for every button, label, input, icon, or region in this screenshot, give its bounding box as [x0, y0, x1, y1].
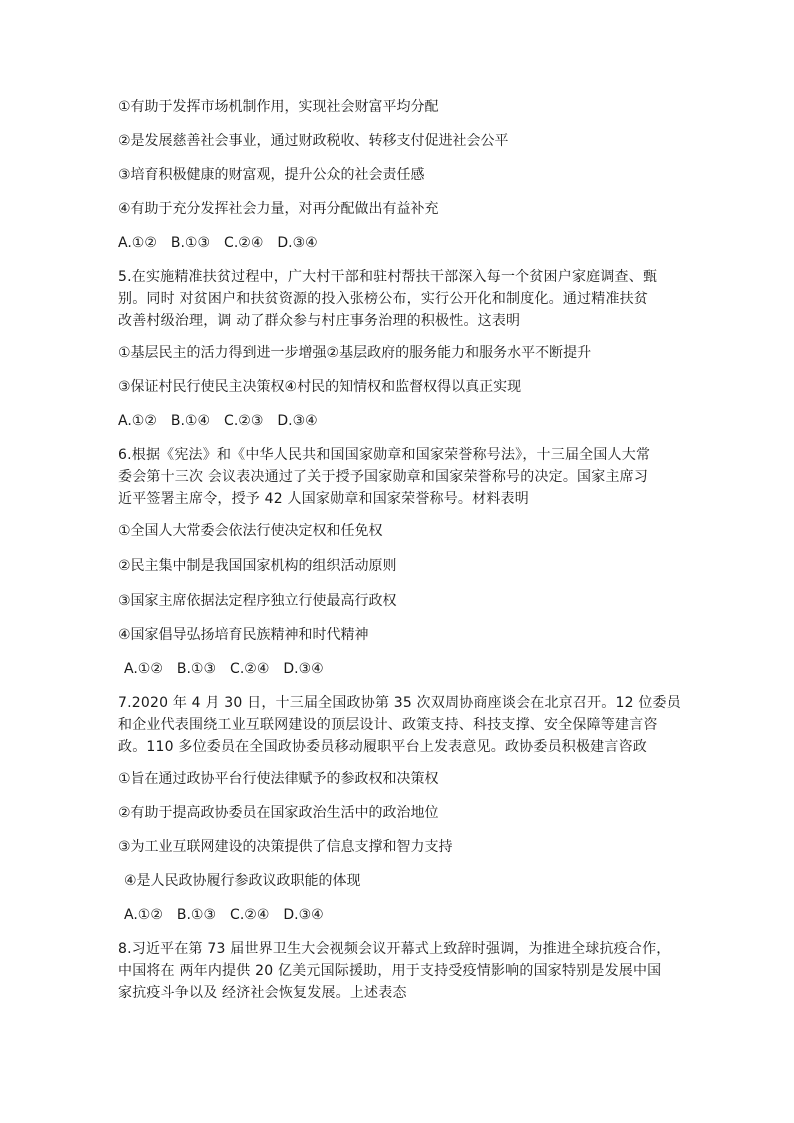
q5-stem-line-1: 5.在实施精准扶贫过程中，广大村干部和驻村帮扶干部深入每一个贫困户家庭调查、甄	[118, 269, 658, 285]
q4-option-2: ②是发展慈善社会事业，通过财政税收、转移支付促进社会公平	[118, 133, 509, 149]
q8-stem-line-2: 中国将在 两年内提供 20 亿美元国际援助，用于支持受疫情影响的国家特别是发展中国	[118, 963, 662, 979]
q5-option-3-4: ③保证村民行使民主决策权④村民的知情权和监督权得以真正实现	[118, 379, 522, 395]
q7-stem-line-2: 和企业代表围绕工业互联网建设的顶层设计、政策支持、科技支撑、安全保障等建言咨	[118, 717, 658, 733]
q7-stem-line-1: 7.2020 年 4 月 30 日，十三届全国政协第 35 次双周协商座谈会在北京召开。12 位委员	[118, 695, 681, 711]
q7-option-4: ④是人民政协履行参政议政职能的体现	[124, 873, 361, 889]
q5-option-1-2: ①基层民主的活力得到进一步增强②基层政府的服务能力和服务水平不断提升	[118, 345, 592, 361]
q7-stem-line-3: 政。110 多位委员在全国政协委员移动履职平台上发表意见。政协委员积极建言咨政	[118, 739, 647, 755]
q7-option-1: ①旨在通过政协平台行使法律赋予的参政权和决策权	[118, 771, 439, 787]
q7-option-3: ③为工业互联网建设的决策提供了信息支撑和智力支持	[118, 839, 453, 855]
q6-option-4: ④国家倡导弘扬培育民族精神和时代精神	[118, 627, 369, 643]
q6-stem-line-2: 委会第十三次 会议表决通过了关于授予国家勋章和国家荣誉称号的决定。国家主席习	[118, 469, 649, 485]
q4-option-4: ④有助于充分发挥社会力量，对再分配做出有益补充	[118, 201, 439, 217]
q6-stem-line-1: 6.根据《宪法》和《中华人民共和国国家勋章和国家荣誉称号法》，十三届全国人大常	[118, 447, 651, 463]
q4-option-1: ①有助于发挥市场机制作用，实现社会财富平均分配	[118, 99, 439, 115]
q8-stem-line-3: 家抗疫斗争以及 经济社会恢复发展。上述表态	[118, 985, 407, 1001]
q6-stem-line-3: 近平签署主席令，授予 42 人国家勋章和国家荣誉称号。材料表明	[118, 491, 529, 507]
q4-option-3: ③培育积极健康的财富观，提升公众的社会责任感	[118, 167, 425, 183]
q6-choices: A.①② B.①③ C.②④ D.③④	[124, 661, 324, 677]
q5-choices: A.①② B.①④ C.②③ D.③④	[118, 413, 318, 429]
q7-choices: A.①② B.①③ C.②④ D.③④	[124, 907, 324, 923]
q5-stem-line-3: 改善村级治理，调 动了群众参与村庄事务治理的积极性。这表明	[118, 313, 521, 329]
q6-option-1: ①全国人大常委会依法行使决定权和任免权	[118, 523, 383, 539]
q4-choices: A.①② B.①③ C.②④ D.③④	[118, 235, 318, 251]
q8-stem-line-1: 8.习近平在第 73 届世界卫生大会视频会议开幕式上致辞时强调，为推进全球抗疫合作，	[118, 941, 671, 957]
q5-stem-line-2: 别。同时 对贫困户和扶贫资源的投入张榜公布，实行公开化和制度化。通过精准扶贫	[118, 291, 649, 307]
q6-option-3: ③国家主席依据法定程序独立行使最高行政权	[118, 593, 397, 609]
q7-option-2: ②有助于提高政协委员在国家政治生活中的政治地位	[118, 805, 439, 821]
q6-option-2: ②民主集中制是我国国家机构的组织活动原则	[118, 558, 397, 574]
